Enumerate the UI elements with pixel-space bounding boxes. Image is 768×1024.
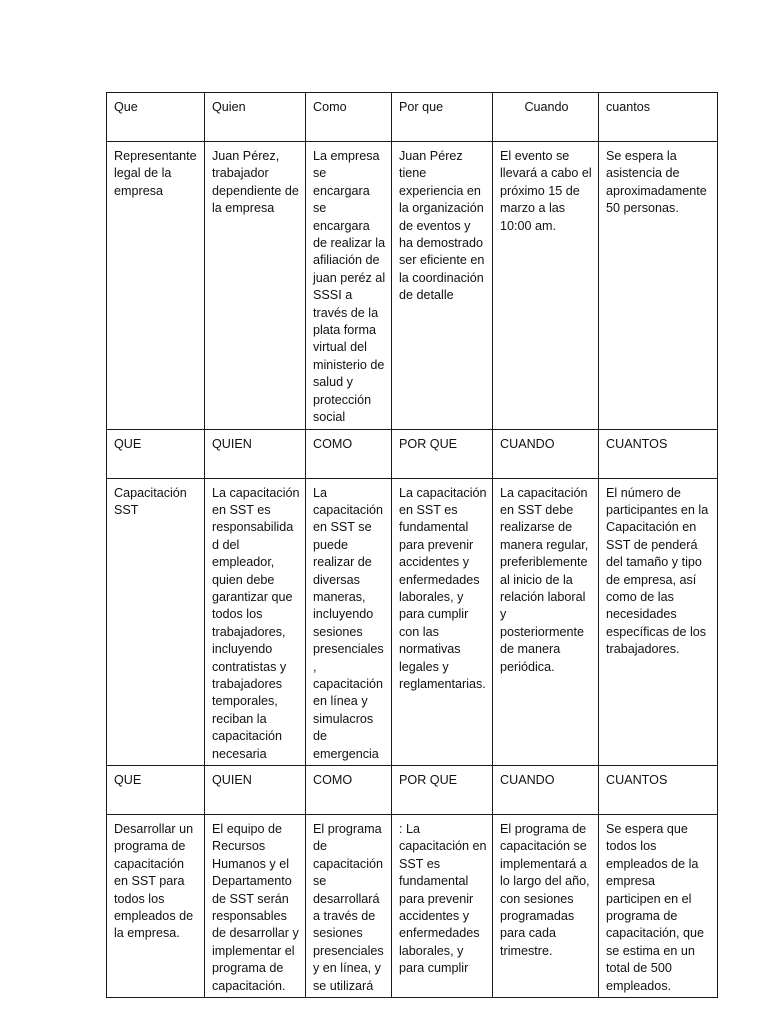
header-cell-cuando: CUANDO	[493, 766, 599, 815]
table-cell: Se espera la asistencia de aproximadamente 50 personas.	[599, 142, 718, 430]
header-cell-que: QUE	[107, 429, 205, 478]
table-row	[107, 478, 718, 766]
table-cell: La capacitación en SST es responsabilidad del empleador, quien debe garantizar que todos los trabajadores, incluyendo contratistas y trabajadores temporales, reciban la capacitación necesaria	[205, 478, 306, 766]
table-cell: El programa de capacitación se implementará a lo largo del año, con sesiones programadas para cada trimestre.	[493, 815, 599, 998]
header-cell-que: Que	[107, 93, 205, 142]
header-row-1	[107, 93, 718, 142]
table-cell: Desarrollar un programa de capacitación en SST para todos los empleados de la empresa.	[107, 815, 205, 998]
header-cell-quien: QUIEN	[205, 766, 306, 815]
header-cell-quien: QUIEN	[205, 429, 306, 478]
header-cell-cuando: CUANDO	[493, 429, 599, 478]
table-cell: : La capacitación en SST es fundamental para prevenir accidentes y enfermedades laborales, y para cumplir	[392, 815, 493, 998]
header-cell-cuando: Cuando	[493, 93, 599, 142]
header-row-3	[107, 766, 718, 815]
header-row-2	[107, 429, 718, 478]
table-cell: La capacitación en SST es fundamental para prevenir accidentes y enfermedades laborales, y para cumplir con las normativas legales y reglamentarias.	[392, 478, 493, 766]
header-cell-cuantos: cuantos	[599, 93, 718, 142]
table-cell: Representante legal de la empresa	[107, 142, 205, 430]
header-cell-por-que: POR QUE	[392, 766, 493, 815]
table-cell: Se espera que todos los empleados de la empresa participen en el programa de capacitación, que se estima en un total de 500 empleados.	[599, 815, 718, 998]
table-cell: El evento se llevará a cabo el próximo 15 de marzo a las 10:00 am.	[493, 142, 599, 430]
table-cell: Juan Pérez, trabajador dependiente de la empresa	[205, 142, 306, 430]
table-cell: La capacitación en SST debe realizarse de manera regular, preferiblemente al inicio de la relación laboral y posteriormente de manera periódica.	[493, 478, 599, 766]
header-cell-cuantos: CUANTOS	[599, 429, 718, 478]
planning-table	[106, 92, 718, 998]
table-row	[107, 815, 718, 998]
table-row	[107, 142, 718, 430]
header-cell-como: COMO	[306, 429, 392, 478]
header-cell-que: QUE	[107, 766, 205, 815]
table-cell: La capacitación en SST se puede realizar de diversas maneras, incluyendo sesiones presenciales, capacitación en línea y simulacros de emergencia	[306, 478, 392, 766]
table-cell: La empresa se encargara se encargara de realizar la afiliación de juan peréz al SSSI a través de la plata forma virtual del ministerio de salud y protección social	[306, 142, 392, 430]
header-cell-como: Como	[306, 93, 392, 142]
table-cell: El número de participantes en la Capacitación en SST de penderá del tamaño y tipo de empresa, así como de las necesidades específicas de los trabajadores.	[599, 478, 718, 766]
header-cell-por-que: Por que	[392, 93, 493, 142]
header-cell-por-que: POR QUE	[392, 429, 493, 478]
table-cell: Capacitación SST	[107, 478, 205, 766]
table-cell: Juan Pérez tiene experiencia en la organización de eventos y ha demostrado ser eficiente en la coordinación de detalle	[392, 142, 493, 430]
header-cell-quien: Quien	[205, 93, 306, 142]
header-cell-como: COMO	[306, 766, 392, 815]
table-cell: El programa de capacitación se desarrollará a través de sesiones presenciales y en línea, y se utilizará	[306, 815, 392, 998]
table-cell: El equipo de Recursos Humanos y el Departamento de SST serán responsables de desarrollar y implementar el programa de capacitación.	[205, 815, 306, 998]
header-cell-cuantos: CUANTOS	[599, 766, 718, 815]
